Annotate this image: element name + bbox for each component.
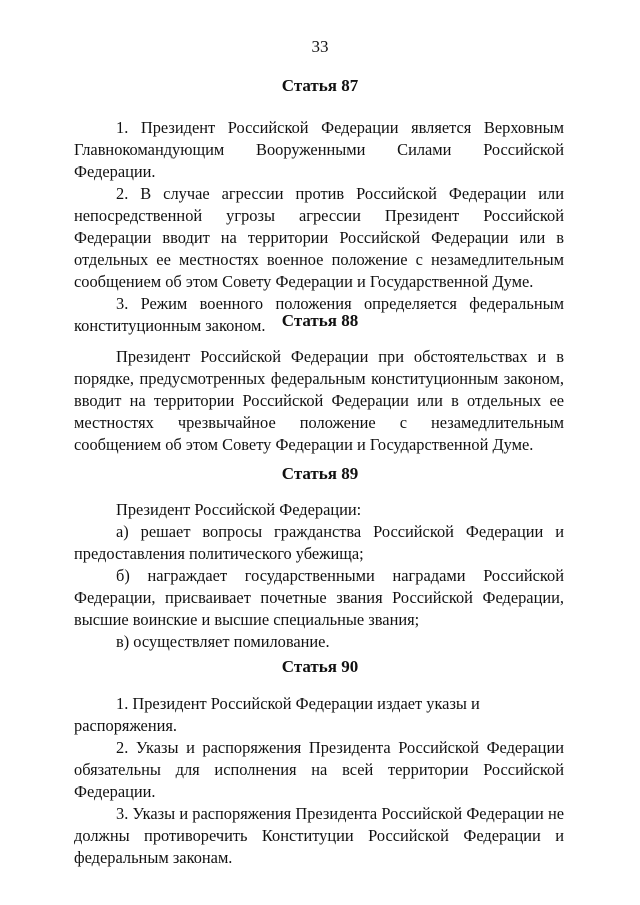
article-87-paragraph-1: 1. Президент Российской Федерации является Верховным Главнокомандующим Вооруженными Силами Российской Федерации. bbox=[74, 118, 564, 181]
article-88-body bbox=[74, 346, 564, 456]
article-87-title: Статья 87 bbox=[281, 76, 359, 95]
article-87-paragraph-2: 2. В случае агрессии против Российской Федерации или непосредственной угрозы агрессии Президент Российской Федерации вводит на территории Российской Федерации или в отдельных ее местностях военное положение с незамедлительным сообщением об этом Совету Федерации и Государственной Думе. bbox=[74, 184, 564, 291]
article-89-item-c: в) осуществляет помилование. bbox=[116, 632, 330, 651]
article-88-title: Статья 88 bbox=[281, 311, 359, 330]
article-90-body bbox=[74, 693, 564, 869]
article-87-paragraph-3: 3. Режим военного положения определяется федеральным конституционным законом. bbox=[74, 294, 564, 335]
article-90-title: Статья 90 bbox=[281, 657, 359, 676]
article-89-body bbox=[74, 499, 564, 653]
article-89-item-b: б) награждает государственными наградами Российской Федерации, присваивает почетные звания Российской Федерации, высшие воинские и высшие специальные звания; bbox=[74, 566, 564, 629]
article-89-item-a: а) решает вопросы гражданства Российской Федерации и предоставления политического убежища; bbox=[74, 522, 564, 563]
page-number: 33 bbox=[311, 37, 329, 56]
article-87-body bbox=[74, 117, 564, 337]
article-89-title: Статья 89 bbox=[281, 464, 359, 483]
article-90-paragraph-2: 2. Указы и распоряжения Президента Российской Федерации обязательны для исполнения на всей территории Российской Федерации. bbox=[74, 738, 564, 801]
article-88-paragraph-1: Президент Российской Федерации при обстоятельствах и в порядке, предусмотренных федеральным конституционным законом, вводит на территории Российской Федерации или в отдельных ее местностях чрезвычайное положение с незамедлительным сообщением об этом Совету Федерации и Государственной Думе. bbox=[74, 347, 564, 454]
article-89-intro: Президент Российской Федерации: bbox=[116, 500, 362, 519]
article-90-paragraph-1: 1. Президент Российской Федерации издает указы и распоряжения. bbox=[74, 694, 480, 735]
article-90-paragraph-3: 3. Указы и распоряжения Президента Российской Федерации не должны противоречить Конституции Российской Федерации и федеральным законам. bbox=[74, 804, 564, 867]
